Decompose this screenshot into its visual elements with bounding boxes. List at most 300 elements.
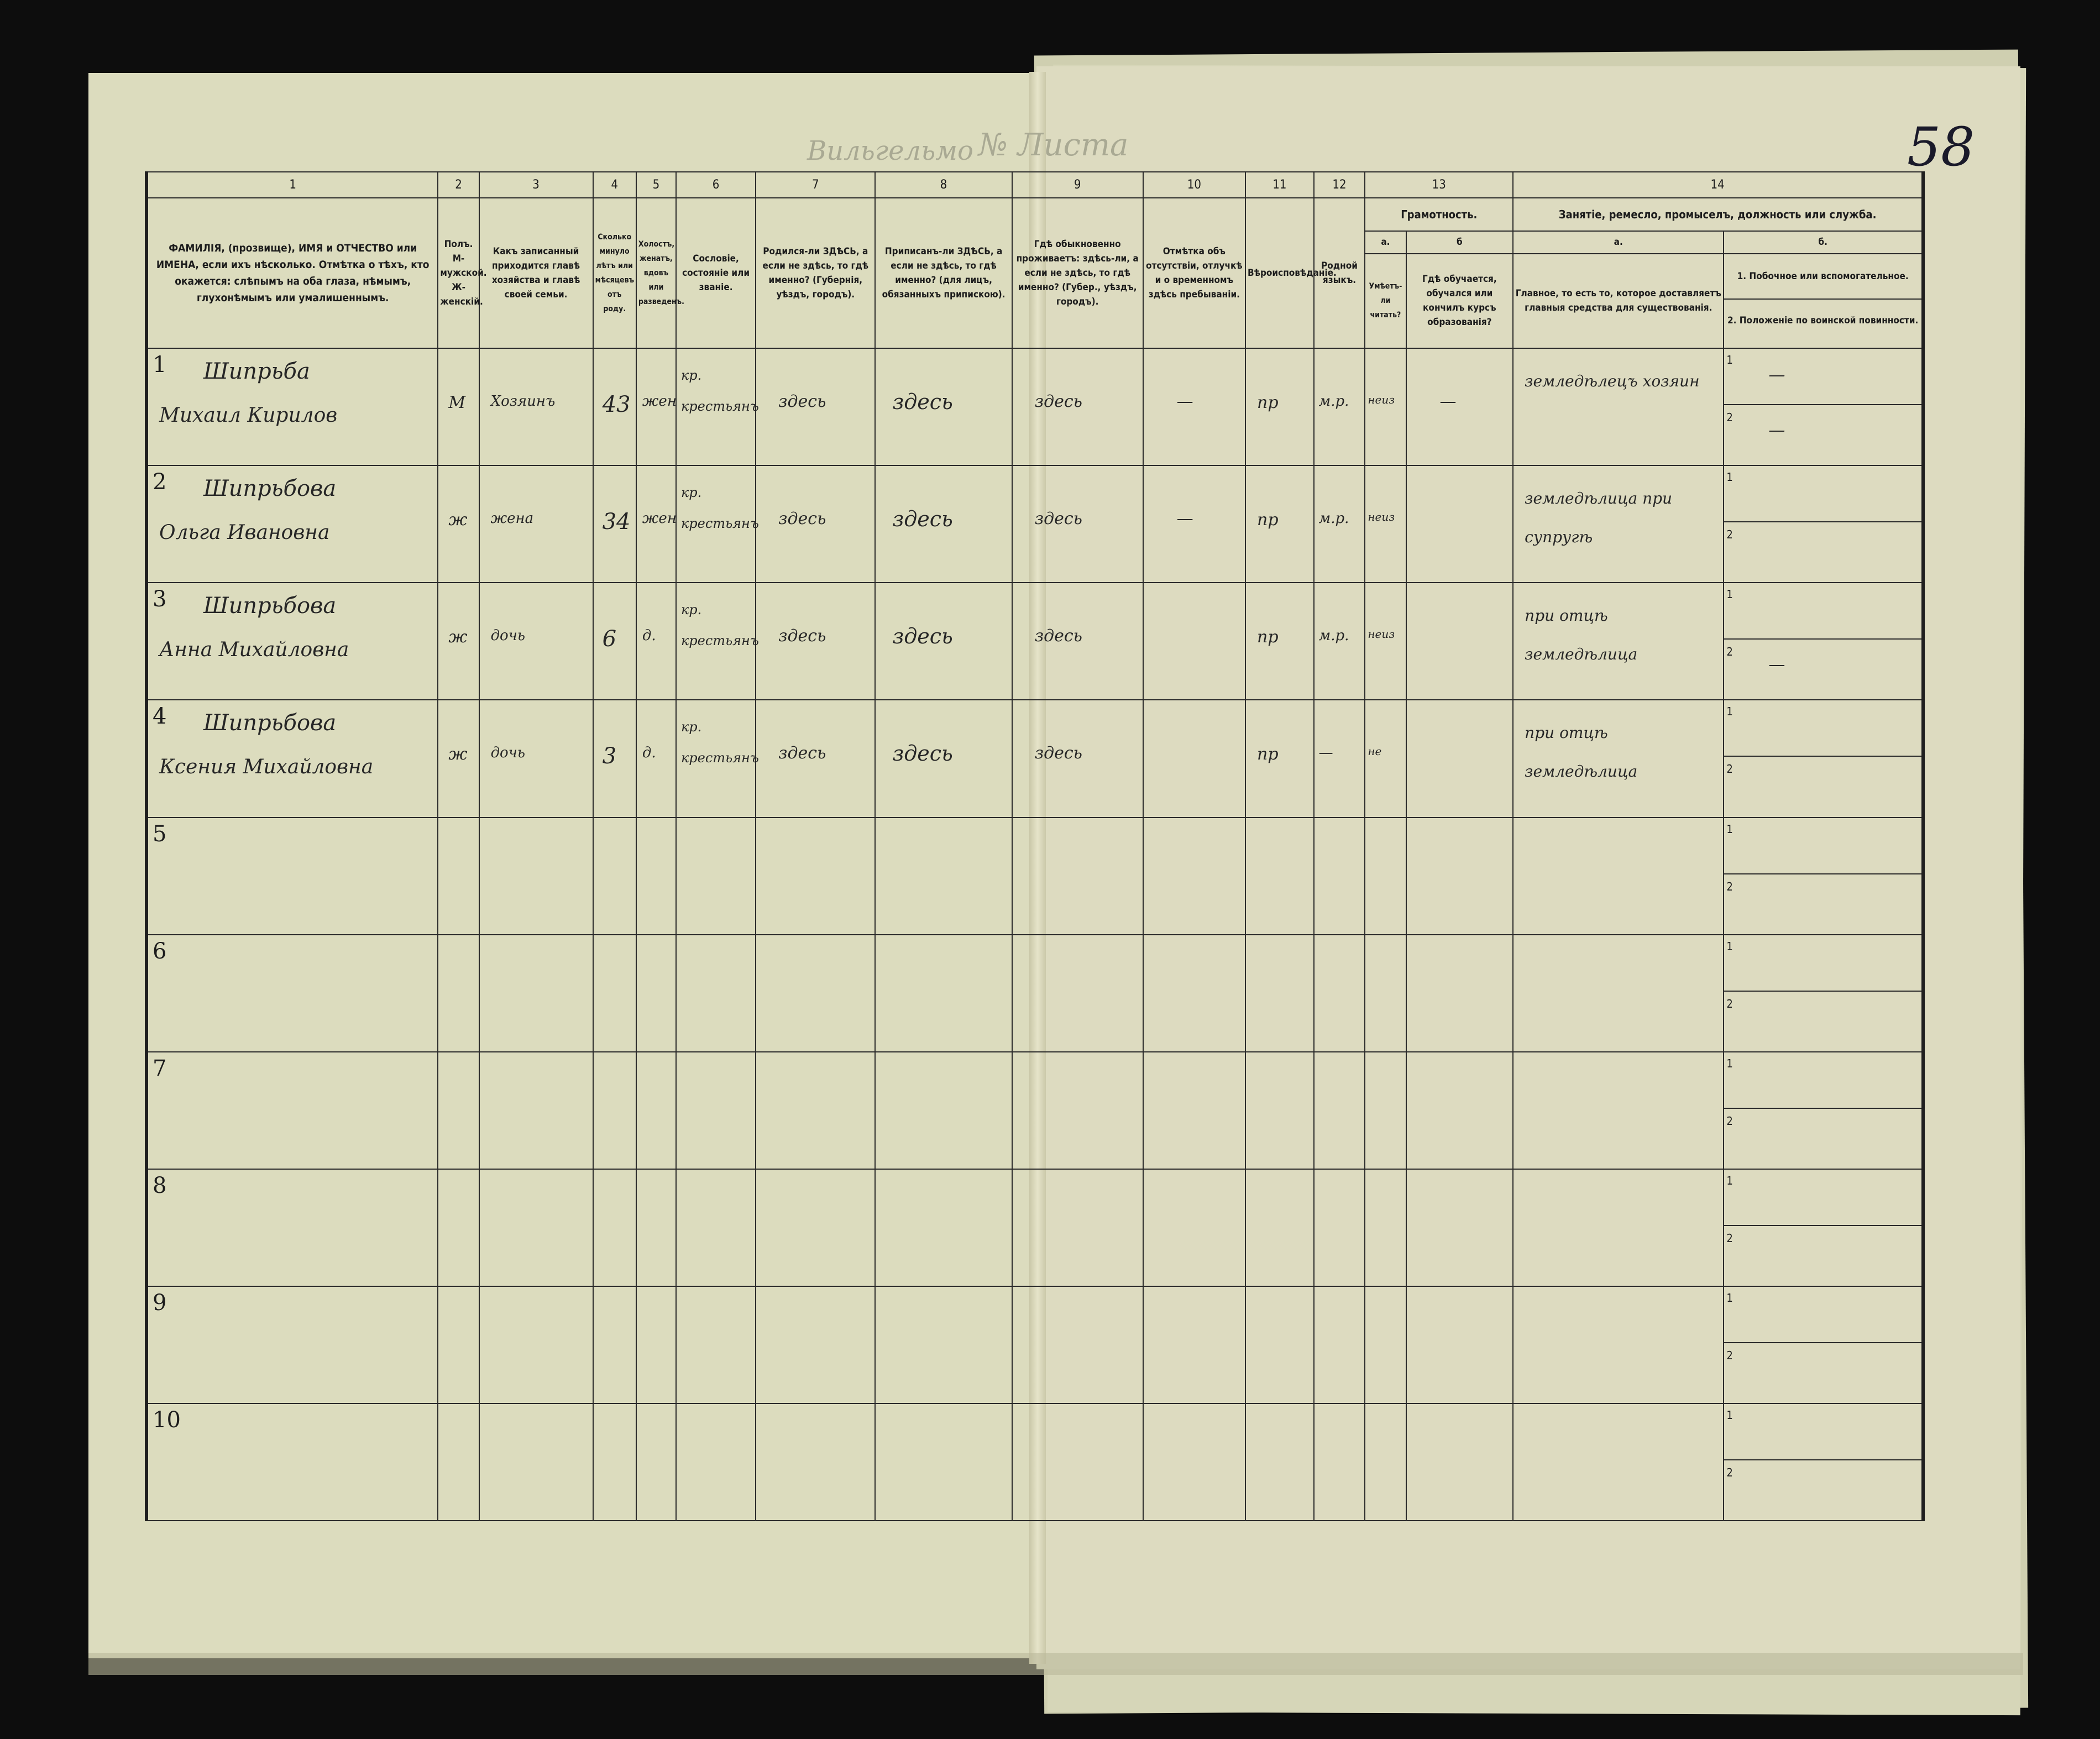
cell-school [1406, 465, 1514, 583]
cell-secondary [1724, 935, 1923, 1052]
cell-absence [1143, 583, 1245, 700]
cell-residence [1012, 348, 1143, 465]
cell-name [146, 1052, 438, 1169]
cell-estate [676, 1169, 756, 1286]
cell-sex [438, 818, 479, 935]
cell-literate [1365, 818, 1406, 935]
cell-school [1406, 818, 1514, 935]
heading-secondary-1: 1. Побочное или вспомогательное. [1724, 254, 1921, 300]
sub-mark-2: 2 [1726, 528, 1733, 542]
cell-secondary [1724, 1286, 1923, 1403]
cell-sex [438, 1169, 479, 1286]
colnum-10: 10 [1143, 172, 1245, 198]
sex-text: ж [448, 627, 468, 647]
cell-registered [875, 1286, 1012, 1403]
residence-text: здесь [1034, 743, 1082, 763]
cell-registered [875, 1403, 1012, 1521]
table-row [146, 935, 1923, 1052]
sub-divider [1724, 1108, 1921, 1109]
registered-text: здесь [892, 390, 953, 415]
table-row [146, 818, 1923, 935]
language-text: м.р. [1318, 627, 1349, 645]
occupation-text: при отцѣ земледѣлица [1525, 606, 1638, 664]
row-number: 7 [153, 1055, 167, 1081]
cell-secondary [1724, 700, 1923, 817]
cell-sex [438, 700, 479, 817]
colnum-1: 1 [146, 172, 438, 198]
cell-age [593, 700, 636, 817]
cell-school [1406, 1169, 1514, 1286]
table-row [146, 583, 1923, 700]
born-text: здесь [778, 743, 826, 763]
colnum-3: 3 [479, 172, 593, 198]
relation-text: жена [490, 510, 534, 527]
sheet-number-label: № Листа [978, 127, 1129, 163]
colnum-7: 7 [756, 172, 875, 198]
cell-registered [875, 465, 1012, 583]
cell-name [146, 700, 438, 817]
cell-name [146, 348, 438, 465]
cell-born [756, 465, 875, 583]
cell-secondary [1724, 818, 1923, 935]
marital-text: жен [642, 510, 677, 527]
literacy-a-label: а. [1365, 231, 1406, 254]
colnum-13: 13 [1365, 172, 1513, 198]
cell-relation [479, 700, 593, 817]
cell-age [593, 465, 636, 583]
sub-divider [1724, 991, 1921, 992]
marital-text: д. [642, 627, 656, 645]
cell-absence [1143, 935, 1245, 1052]
cell-age [593, 1052, 636, 1169]
colnum-4: 4 [593, 172, 636, 198]
cell-born [756, 1403, 875, 1521]
born-text: здесь [778, 626, 826, 646]
absence-text: — [1176, 509, 1193, 529]
cell-religion [1245, 935, 1314, 1052]
cell-secondary [1724, 1169, 1923, 1286]
religion-text: пр [1257, 393, 1279, 413]
heading-relation: Какъ записанный приходится главѣ хозяйства и главѣ своей семьи. [479, 198, 593, 348]
cell-estate [676, 583, 759, 700]
cell-religion [1245, 583, 1314, 700]
row-number: 2 [153, 469, 167, 495]
cell-born [756, 348, 875, 465]
row-number: 1 [153, 352, 167, 378]
sub-mark-2: 2 [1726, 1465, 1733, 1479]
language-text: м.р. [1318, 393, 1349, 410]
cell-language [1314, 700, 1365, 817]
cell-occupation [1513, 583, 1724, 700]
sex-text: ж [448, 510, 468, 530]
cell-absence [1143, 1169, 1245, 1286]
colnum-8: 8 [875, 172, 1012, 198]
row-number: 6 [153, 938, 167, 964]
sub-mark-2: 2 [1726, 1231, 1733, 1245]
cell-estate [676, 700, 759, 817]
table-row [146, 465, 1923, 583]
cell-registered [875, 1052, 1012, 1169]
cell-literate [1365, 1403, 1406, 1521]
surname-text: Шипрьбова [203, 593, 337, 619]
cell-relation [479, 1169, 593, 1286]
registered-text: здесь [892, 507, 953, 532]
given-name-text: Михаил Кирилов [159, 404, 338, 427]
cell-born [756, 1169, 875, 1286]
cell-literate [1365, 465, 1406, 583]
cell-religion [1245, 1403, 1314, 1521]
cell-name [146, 1169, 438, 1286]
cell-marital [636, 465, 676, 583]
cell-relation [479, 1403, 593, 1521]
sub-mark-1: 1 [1726, 353, 1733, 367]
sub-mark-1: 1 [1726, 470, 1733, 484]
cell-secondary [1724, 1403, 1923, 1521]
religion-text: пр [1257, 627, 1279, 647]
born-text: здесь [778, 392, 826, 412]
cell-residence [1012, 1052, 1143, 1169]
cell-age [593, 1403, 636, 1521]
cell-literate [1365, 700, 1406, 817]
secondary-2-text: — [1768, 655, 1785, 675]
cell-age [593, 935, 636, 1052]
cell-born [756, 583, 875, 700]
row-number: 4 [153, 704, 167, 730]
cell-marital [636, 1169, 676, 1286]
heading-education: Гдѣ обучается, обучался или кончилъ курсъ образованія? [1406, 254, 1514, 348]
cell-age [593, 583, 636, 700]
given-name-text: Ксения Михайловна [159, 756, 374, 779]
sub-mark-1: 1 [1726, 1291, 1733, 1305]
cell-language [1314, 1286, 1365, 1403]
residence-text: здесь [1034, 626, 1082, 646]
relation-text: дочь [490, 627, 526, 645]
table-row [146, 348, 1923, 465]
sub-mark-1: 1 [1726, 1174, 1733, 1187]
cell-relation [479, 465, 593, 583]
table-row [146, 1286, 1923, 1403]
heading-secondary [1724, 254, 1923, 348]
age-text: 3 [602, 743, 617, 769]
cell-born [756, 818, 875, 935]
cell-literate [1365, 1169, 1406, 1286]
cell-absence [1143, 1052, 1245, 1169]
cell-school [1406, 1286, 1514, 1403]
cell-language [1314, 465, 1365, 583]
sub-mark-2: 2 [1726, 879, 1733, 893]
cell-estate [676, 818, 756, 935]
cell-religion [1245, 700, 1314, 817]
colnum-6: 6 [676, 172, 756, 198]
cell-sex [438, 465, 479, 583]
table-row [146, 1052, 1923, 1169]
cell-name [146, 1403, 438, 1521]
occupation-b-label: б. [1724, 231, 1923, 254]
cell-estate [676, 935, 756, 1052]
cell-residence [1012, 1286, 1143, 1403]
cell-marital [636, 348, 676, 465]
cell-absence [1143, 348, 1245, 465]
religion-text: пр [1257, 745, 1279, 764]
literacy-b-label: б [1406, 231, 1514, 254]
sub-mark-1: 1 [1726, 1408, 1733, 1422]
column-number-row [146, 172, 1923, 198]
residence-text: здесь [1034, 509, 1082, 529]
cell-name [146, 583, 438, 700]
cell-name [146, 818, 438, 935]
sub-mark-1: 1 [1726, 705, 1733, 719]
page-number: 58 [1907, 116, 1975, 178]
cell-absence [1143, 1286, 1245, 1403]
cell-residence [1012, 818, 1143, 935]
colnum-5: 5 [636, 172, 676, 198]
cell-marital [636, 1403, 676, 1521]
census-table [145, 171, 1925, 1521]
cell-religion [1245, 1169, 1314, 1286]
cell-age [593, 348, 636, 465]
cell-occupation [1513, 1403, 1724, 1521]
cell-age [593, 1169, 636, 1286]
cell-estate [676, 465, 759, 583]
cell-marital [636, 1052, 676, 1169]
literate-text: неиз [1368, 510, 1395, 524]
cell-estate [676, 348, 759, 465]
sub-mark-1: 1 [1726, 939, 1733, 953]
colnum-9: 9 [1012, 172, 1143, 198]
cell-residence [1012, 1169, 1143, 1286]
sub-mark-1: 1 [1726, 822, 1733, 836]
cell-sex [438, 583, 479, 700]
row-number: 5 [153, 821, 167, 847]
surname-text: Шипрьбова [203, 710, 337, 736]
cell-absence [1143, 1403, 1245, 1521]
sheet-label: Вильгельмо [807, 135, 973, 166]
cell-secondary [1724, 348, 1923, 465]
cell-school [1406, 583, 1514, 700]
sub-mark-2: 2 [1726, 411, 1733, 425]
heading-estate: Сословіе, состояніе или званіе. [676, 198, 756, 348]
row-number: 3 [153, 586, 167, 612]
relation-text: дочь [490, 745, 526, 762]
cell-school [1406, 1052, 1514, 1169]
secondary-1-text: — [1768, 365, 1785, 385]
sub-mark-2: 2 [1726, 997, 1733, 1010]
sub-mark-2: 2 [1726, 762, 1733, 776]
heading-main-occupation: Главное, то есть то, которое доставляетъ главныя средства для существованія. [1513, 254, 1724, 348]
occupation-a-label: а. [1513, 231, 1724, 254]
heading-name: ФАМИЛІЯ, (прозвище), ИМЯ и ОТЧЕСТВО или ИМЕНА, если ихъ нѣсколько. Отмѣтка о тѣхъ, кто окажется: слѣпымъ на оба глаза, нѣмымъ, глухонѣмымъ или умалишеннымъ. [146, 198, 438, 348]
cell-relation [479, 1286, 593, 1403]
cell-residence [1012, 465, 1143, 583]
cell-sex [438, 1286, 479, 1403]
cell-language [1314, 348, 1365, 465]
cell-language [1314, 1403, 1365, 1521]
estate-text: кр. крестьянъ [680, 602, 759, 649]
cell-registered [875, 818, 1012, 935]
cell-registered [875, 935, 1012, 1052]
cell-occupation [1513, 700, 1724, 817]
registered-text: здесь [892, 741, 953, 766]
cell-occupation [1513, 1169, 1724, 1286]
cell-estate [676, 1403, 756, 1521]
row-number: 10 [153, 1407, 181, 1433]
cell-language [1314, 818, 1365, 935]
cell-born [756, 1052, 875, 1169]
estate-text: кр. крестьянъ [680, 368, 759, 415]
cell-relation [479, 818, 593, 935]
cell-relation [479, 935, 593, 1052]
occupation-text: земледѣлецъ хозяин [1525, 372, 1700, 391]
sub-divider [1724, 1342, 1921, 1343]
sub-mark-2: 2 [1726, 1114, 1733, 1128]
sub-mark-1: 1 [1726, 588, 1733, 601]
cell-sex [438, 1052, 479, 1169]
cell-sex [438, 348, 479, 465]
relation-text: Хозяинъ [490, 393, 556, 410]
heading-occupation: Занятіе, ремесло, промыселъ, должность или служба. [1513, 198, 1923, 231]
school-text: — [1439, 392, 1457, 412]
surname-text: Шипрьбова [203, 476, 337, 502]
cell-relation [479, 583, 593, 700]
cell-secondary [1724, 465, 1923, 583]
absence-text: — [1176, 392, 1193, 412]
cell-occupation [1513, 818, 1724, 935]
heading-can-read: Умѣетъ-ли читать? [1365, 254, 1406, 348]
cell-born [756, 935, 875, 1052]
cell-absence [1143, 818, 1245, 935]
given-name-text: Анна Михайловна [159, 638, 349, 662]
cell-language [1314, 1169, 1365, 1286]
marital-text: жен [642, 393, 677, 410]
heading-religion: Вѣроисповѣданіе. [1245, 198, 1314, 348]
colnum-2: 2 [438, 172, 479, 198]
cell-relation [479, 348, 593, 465]
heading-sex: Полъ. М-мужской. Ж-женскій. [438, 198, 479, 348]
sex-text: ж [448, 745, 468, 764]
cell-estate [676, 1052, 756, 1169]
cell-age [593, 818, 636, 935]
heading-row [146, 198, 1923, 231]
sex-text: М [448, 393, 466, 413]
cell-language [1314, 935, 1365, 1052]
cell-school [1406, 935, 1514, 1052]
cell-registered [875, 1169, 1012, 1286]
cell-name [146, 465, 438, 583]
literate-text: неиз [1368, 627, 1395, 641]
table-row [146, 700, 1923, 817]
cell-marital [636, 583, 676, 700]
cell-literate [1365, 348, 1406, 465]
cell-religion [1245, 465, 1314, 583]
language-text: — [1318, 745, 1333, 762]
cell-registered [875, 700, 1012, 817]
heading-age: Сколько минуло лѣтъ или мѣсяцевъ отъ роду. [593, 198, 636, 348]
cell-relation [479, 1052, 593, 1169]
cell-literate [1365, 583, 1406, 700]
cell-registered [875, 348, 1012, 465]
cell-age [593, 1286, 636, 1403]
cell-marital [636, 1286, 676, 1403]
cell-language [1314, 1052, 1365, 1169]
row-number: 8 [153, 1172, 167, 1198]
page-edge [88, 1653, 2023, 1675]
estate-text: кр. крестьянъ [680, 719, 759, 766]
cell-school [1406, 700, 1514, 817]
born-text: здесь [778, 509, 826, 529]
sub-divider [1724, 521, 1921, 522]
sub-divider [1724, 638, 1921, 640]
cell-absence [1143, 700, 1245, 817]
cell-estate [676, 1286, 756, 1403]
cell-sex [438, 1403, 479, 1521]
cell-occupation [1513, 935, 1724, 1052]
heading-residence: Гдѣ обыкновенно проживаетъ: здѣсь-ли, а если не здѣсь, то гдѣ именно? (Губер., уѣздъ, городъ). [1012, 198, 1143, 348]
heading-secondary-2: 2. Положеніе по воинской повинности. [1727, 315, 1919, 326]
sub-divider [1724, 1459, 1921, 1460]
cell-born [756, 700, 875, 817]
heading-marital: Холостъ, женатъ, вдовъ или разведенъ. [636, 198, 676, 348]
cell-religion [1245, 348, 1314, 465]
sub-mark-1: 1 [1726, 1056, 1733, 1070]
data-rows [146, 348, 1923, 1521]
residence-text: здесь [1034, 392, 1082, 412]
sub-mark-2: 2 [1726, 1348, 1733, 1362]
cell-literate [1365, 1286, 1406, 1403]
cell-occupation [1513, 348, 1724, 465]
sub-divider [1724, 1225, 1921, 1226]
occupation-text: при отцѣ земледѣлица [1525, 724, 1638, 781]
cell-secondary [1724, 583, 1923, 700]
colnum-14: 14 [1513, 172, 1923, 198]
marital-text: д. [642, 745, 656, 762]
cell-sex [438, 935, 479, 1052]
cell-marital [636, 700, 676, 817]
table-row [146, 1403, 1923, 1521]
cell-language [1314, 583, 1365, 700]
sub-divider [1724, 873, 1921, 874]
sub-divider [1724, 404, 1921, 405]
cell-residence [1012, 1403, 1143, 1521]
surname-text: Шипрьба [203, 359, 310, 385]
religion-text: пр [1257, 510, 1279, 530]
given-name-text: Ольга Ивановна [159, 521, 330, 544]
cell-residence [1012, 935, 1143, 1052]
cell-residence [1012, 700, 1143, 817]
cell-school [1406, 348, 1514, 465]
registered-text: здесь [892, 624, 953, 649]
cell-religion [1245, 1052, 1314, 1169]
sub-mark-2: 2 [1726, 645, 1733, 659]
age-text: 34 [602, 509, 631, 535]
cell-literate [1365, 935, 1406, 1052]
cell-registered [875, 583, 1012, 700]
cell-born [756, 1286, 875, 1403]
age-text: 6 [602, 626, 617, 652]
heading-registration: Приписанъ-ли ЗДѢСЬ, а если не здѣсь, то гдѣ именно? (для лицъ, обязанныхъ припискою). [875, 198, 1012, 348]
colnum-11: 11 [1245, 172, 1314, 198]
cell-religion [1245, 1286, 1314, 1403]
cell-school [1406, 1403, 1514, 1521]
row-number: 9 [153, 1290, 167, 1316]
heading-literacy: Грамотность. [1365, 198, 1513, 231]
literate-text: не [1368, 745, 1382, 758]
cell-absence [1143, 465, 1245, 583]
cell-literate [1365, 1052, 1406, 1169]
cell-name [146, 1286, 438, 1403]
age-text: 43 [602, 392, 631, 418]
language-text: м.р. [1318, 510, 1349, 527]
sub-divider [1724, 756, 1921, 757]
